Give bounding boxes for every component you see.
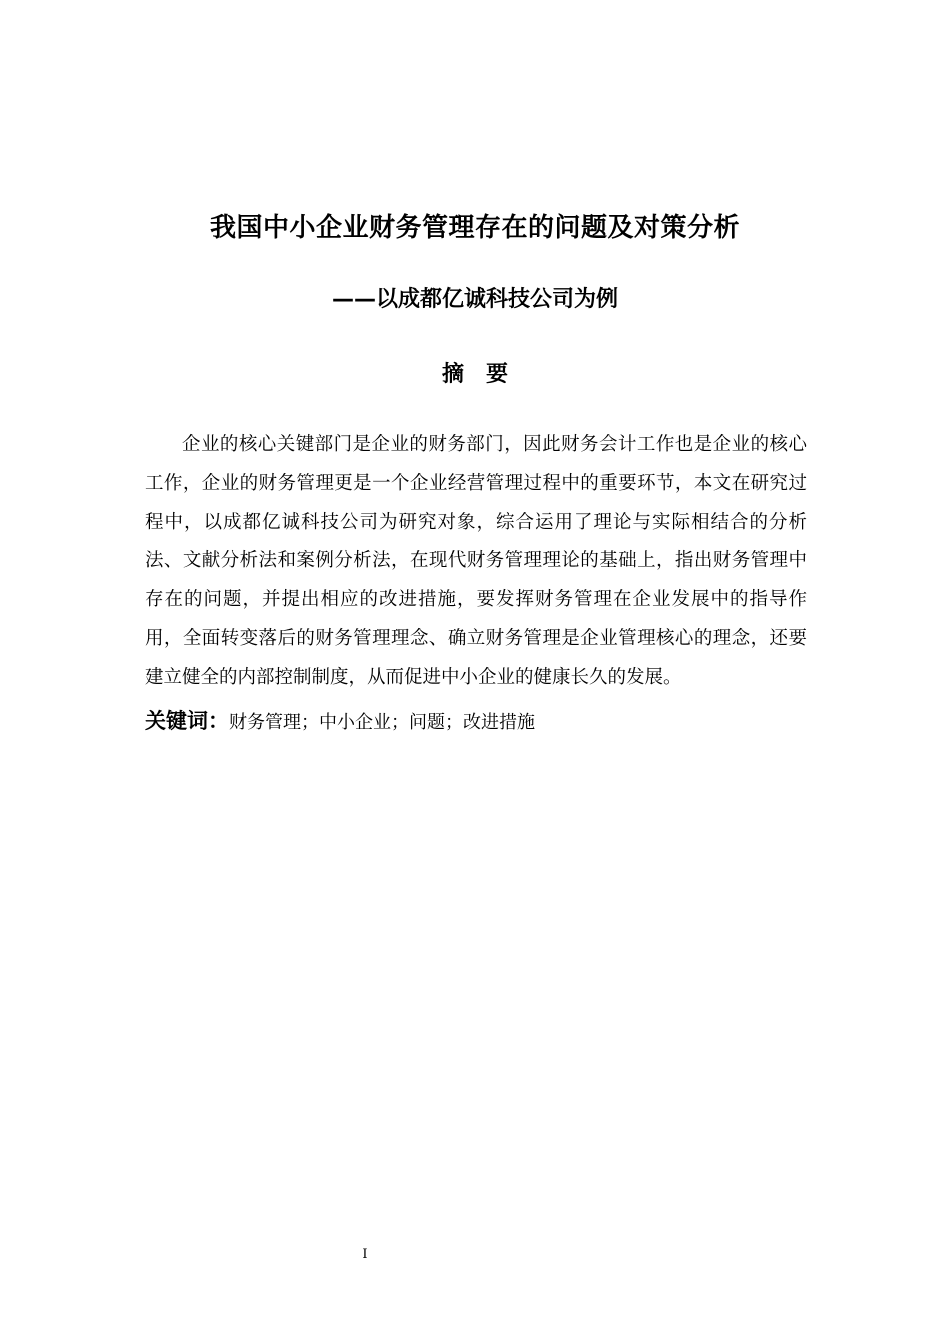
page-number: I (362, 1247, 368, 1262)
keywords-value: 财务管理；中小企业；问题；改进措施 (229, 712, 535, 733)
document-subtitle: ——以成都亿诚科技公司为例 (331, 287, 618, 312)
abstract-body: 企业的核心关键部门是企业的财务部门，因此财务会计工作也是企业的核心工作，企业的财务管理更是一个企业经营管理过程中的重要环节，本文在研究过程中，以成都亿诚科技公司为研究对象，综合运用了理论与实际相结合的分析法、文献分析法和案例分析法，在现代财务管理理论的基础上，指出财务管理中存在的问题，并提出相应的改进措施，要发挥财务管理在企业发展中的指导作用，全面转变落后的财务管理理念、确立财务管理是企业管理核心的理念，还要建立健全的内部控制制度，从而促进中小企业的健康长久的发展。 (145, 434, 807, 688)
document-title: 我国中小企业财务管理存在的问题及对策分析 (209, 213, 740, 243)
keywords-label: 关键词： (145, 709, 229, 733)
keywords-line (145, 703, 807, 741)
abstract-heading: 摘要 (441, 362, 530, 387)
